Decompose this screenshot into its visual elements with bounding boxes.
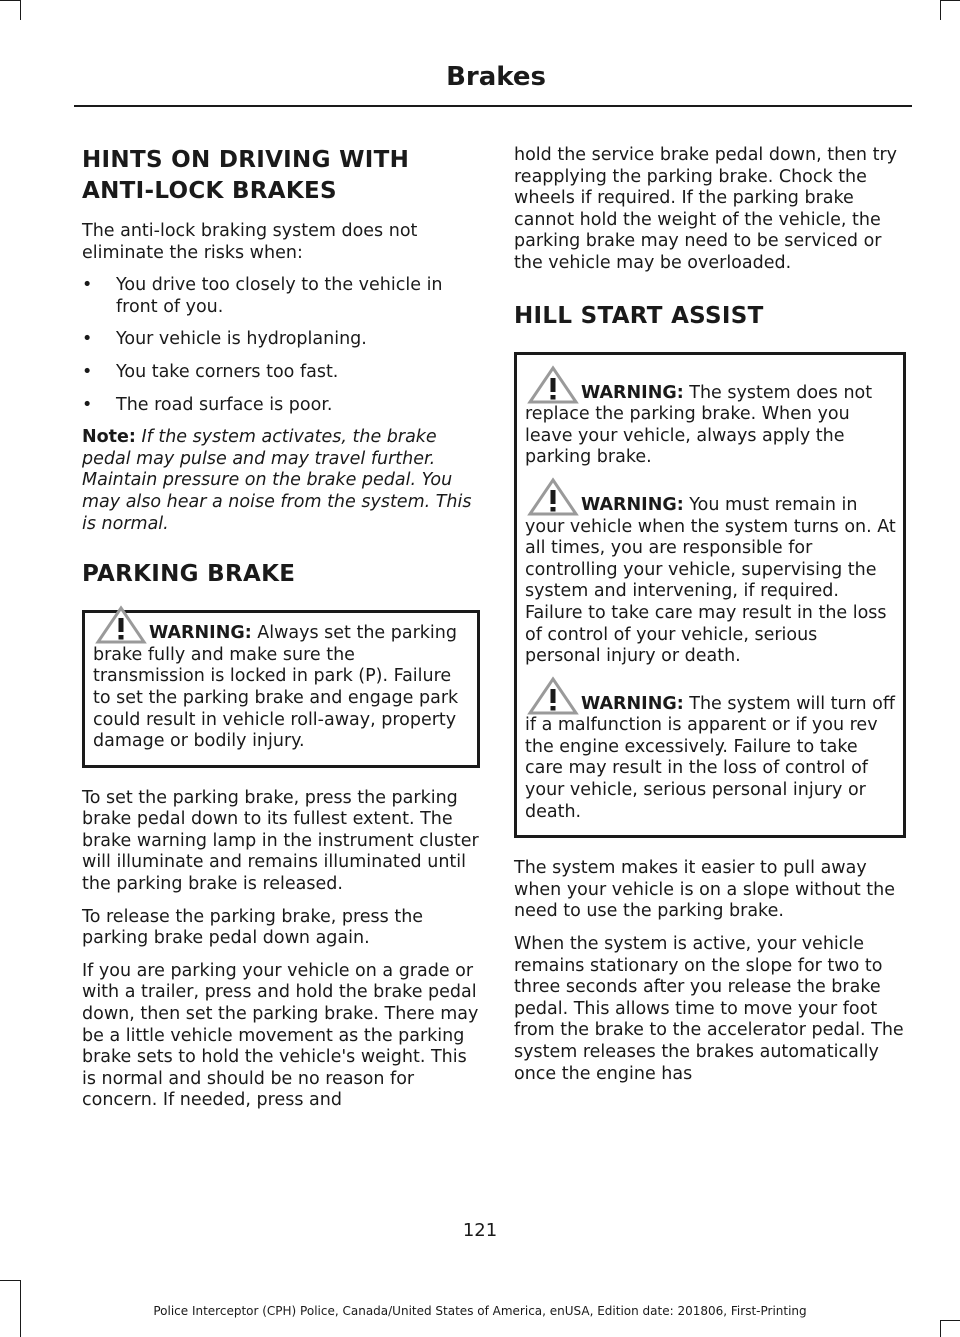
warning-box xyxy=(82,610,480,768)
paragraph: The system makes it easier to pull away when your vehicle is on a slope without the need to use the parking brake. xyxy=(514,858,896,922)
section-heading-parking-brake: PARKING BRAKE xyxy=(82,561,296,588)
warning-triangle-icon xyxy=(95,605,147,645)
crop-mark xyxy=(20,0,21,20)
header-rule xyxy=(74,105,912,107)
warning-triangle-icon xyxy=(527,676,579,716)
crop-mark xyxy=(0,0,20,1)
paragraph: To release the parking brake, press the parking brake pedal down again. xyxy=(82,906,424,949)
warning-item: WARNING: The system does not replace the parking brake. When you leave your vehicle, always apply the parking brake. xyxy=(525,383,897,469)
crop-mark xyxy=(0,1280,20,1281)
page-header xyxy=(0,62,960,92)
abs-risk-list xyxy=(82,275,480,416)
footer-edition: Police Interceptor (CPH) Police, Canada/United States of America, enUSA, Edition date: 201806, First-Printing xyxy=(153,1304,807,1318)
crop-mark xyxy=(940,0,960,1)
list-item: • The road surface is poor. xyxy=(82,394,333,415)
warning-triangle-icon xyxy=(527,477,579,517)
warning-triangle-icon xyxy=(527,365,579,405)
list-item: • Your vehicle is hydroplaning. xyxy=(82,329,367,350)
paragraph: To set the parking brake, press the parking brake pedal down to its fullest extent. The brake warning lamp in the instrument cluster will illuminate and remains illuminated until the parking brake is released. xyxy=(82,787,479,895)
warning-item: WARNING: Always set the parking brake fully and make sure the transmission is locked in park (P). Failure to set the parking brake and engage park could result in vehicle roll-away, property damage or bodily injury. xyxy=(93,623,471,753)
crop-mark xyxy=(940,1320,960,1321)
paragraph: hold the service brake pedal down, then try reapplying the parking brake. Chock the wheels if required. If the parking brake cannot hold the weight of the vehicle, the parking brake may need to be serviced or the vehicle may be overloaded. xyxy=(514,145,897,273)
warning-box xyxy=(514,352,906,839)
list-item: • You take corners too fast. xyxy=(82,361,339,382)
abs-note: Note: If the system activates, the brake pedal may pulse and may travel further. Maintain pressure on the brake pedal. You may also hear a noise from the system. This is normal. xyxy=(82,427,472,534)
warning-item: WARNING: The system will turn off if a malfunction is apparent or if you rev the engine excessively. Failure to take care may result in the loss of control of your vehicle, serious personal injury or death. xyxy=(525,694,897,824)
paragraph: If you are parking your vehicle on a grade or with a trailer, press and hold the brake pedal down, then set the parking brake. There may be a little vehicle movement as the parking brake sets to hold the vehicle's weight. This is normal and should be no reason for concern. If needed, press and xyxy=(82,960,479,1111)
abs-intro: The anti-lock braking system does not eliminate the risks when: xyxy=(82,221,418,263)
list-item: • You drive too closely to the vehicle in front of you. xyxy=(82,275,443,317)
page-title: Brakes xyxy=(446,62,546,92)
left-column xyxy=(82,145,480,1123)
page-number: 121 xyxy=(462,1220,498,1241)
section-heading-hill-start-assist: HILL START ASSIST xyxy=(514,302,764,329)
right-column xyxy=(514,145,906,1096)
warning-item: WARNING: You must remain in your vehicle when the system turns on. At all times, you are responsible for controlling your vehicle, supervising the system and intervening, if required. Failure to take care may result in the loss of control of your vehicle, serious personal injury or death. xyxy=(525,495,897,668)
paragraph: When the system is active, your vehicle remains stationary on the slope for two to three seconds after you release the brake pedal. This allows time to move your foot from the brake to the accelerator pedal. The system releases the brakes automatically once the engine has xyxy=(514,934,904,1084)
crop-mark xyxy=(940,1320,941,1337)
section-heading-abs: HINTS ON DRIVING WITH ANTI-LOCK BRAKES xyxy=(82,147,410,204)
crop-mark xyxy=(940,0,941,20)
